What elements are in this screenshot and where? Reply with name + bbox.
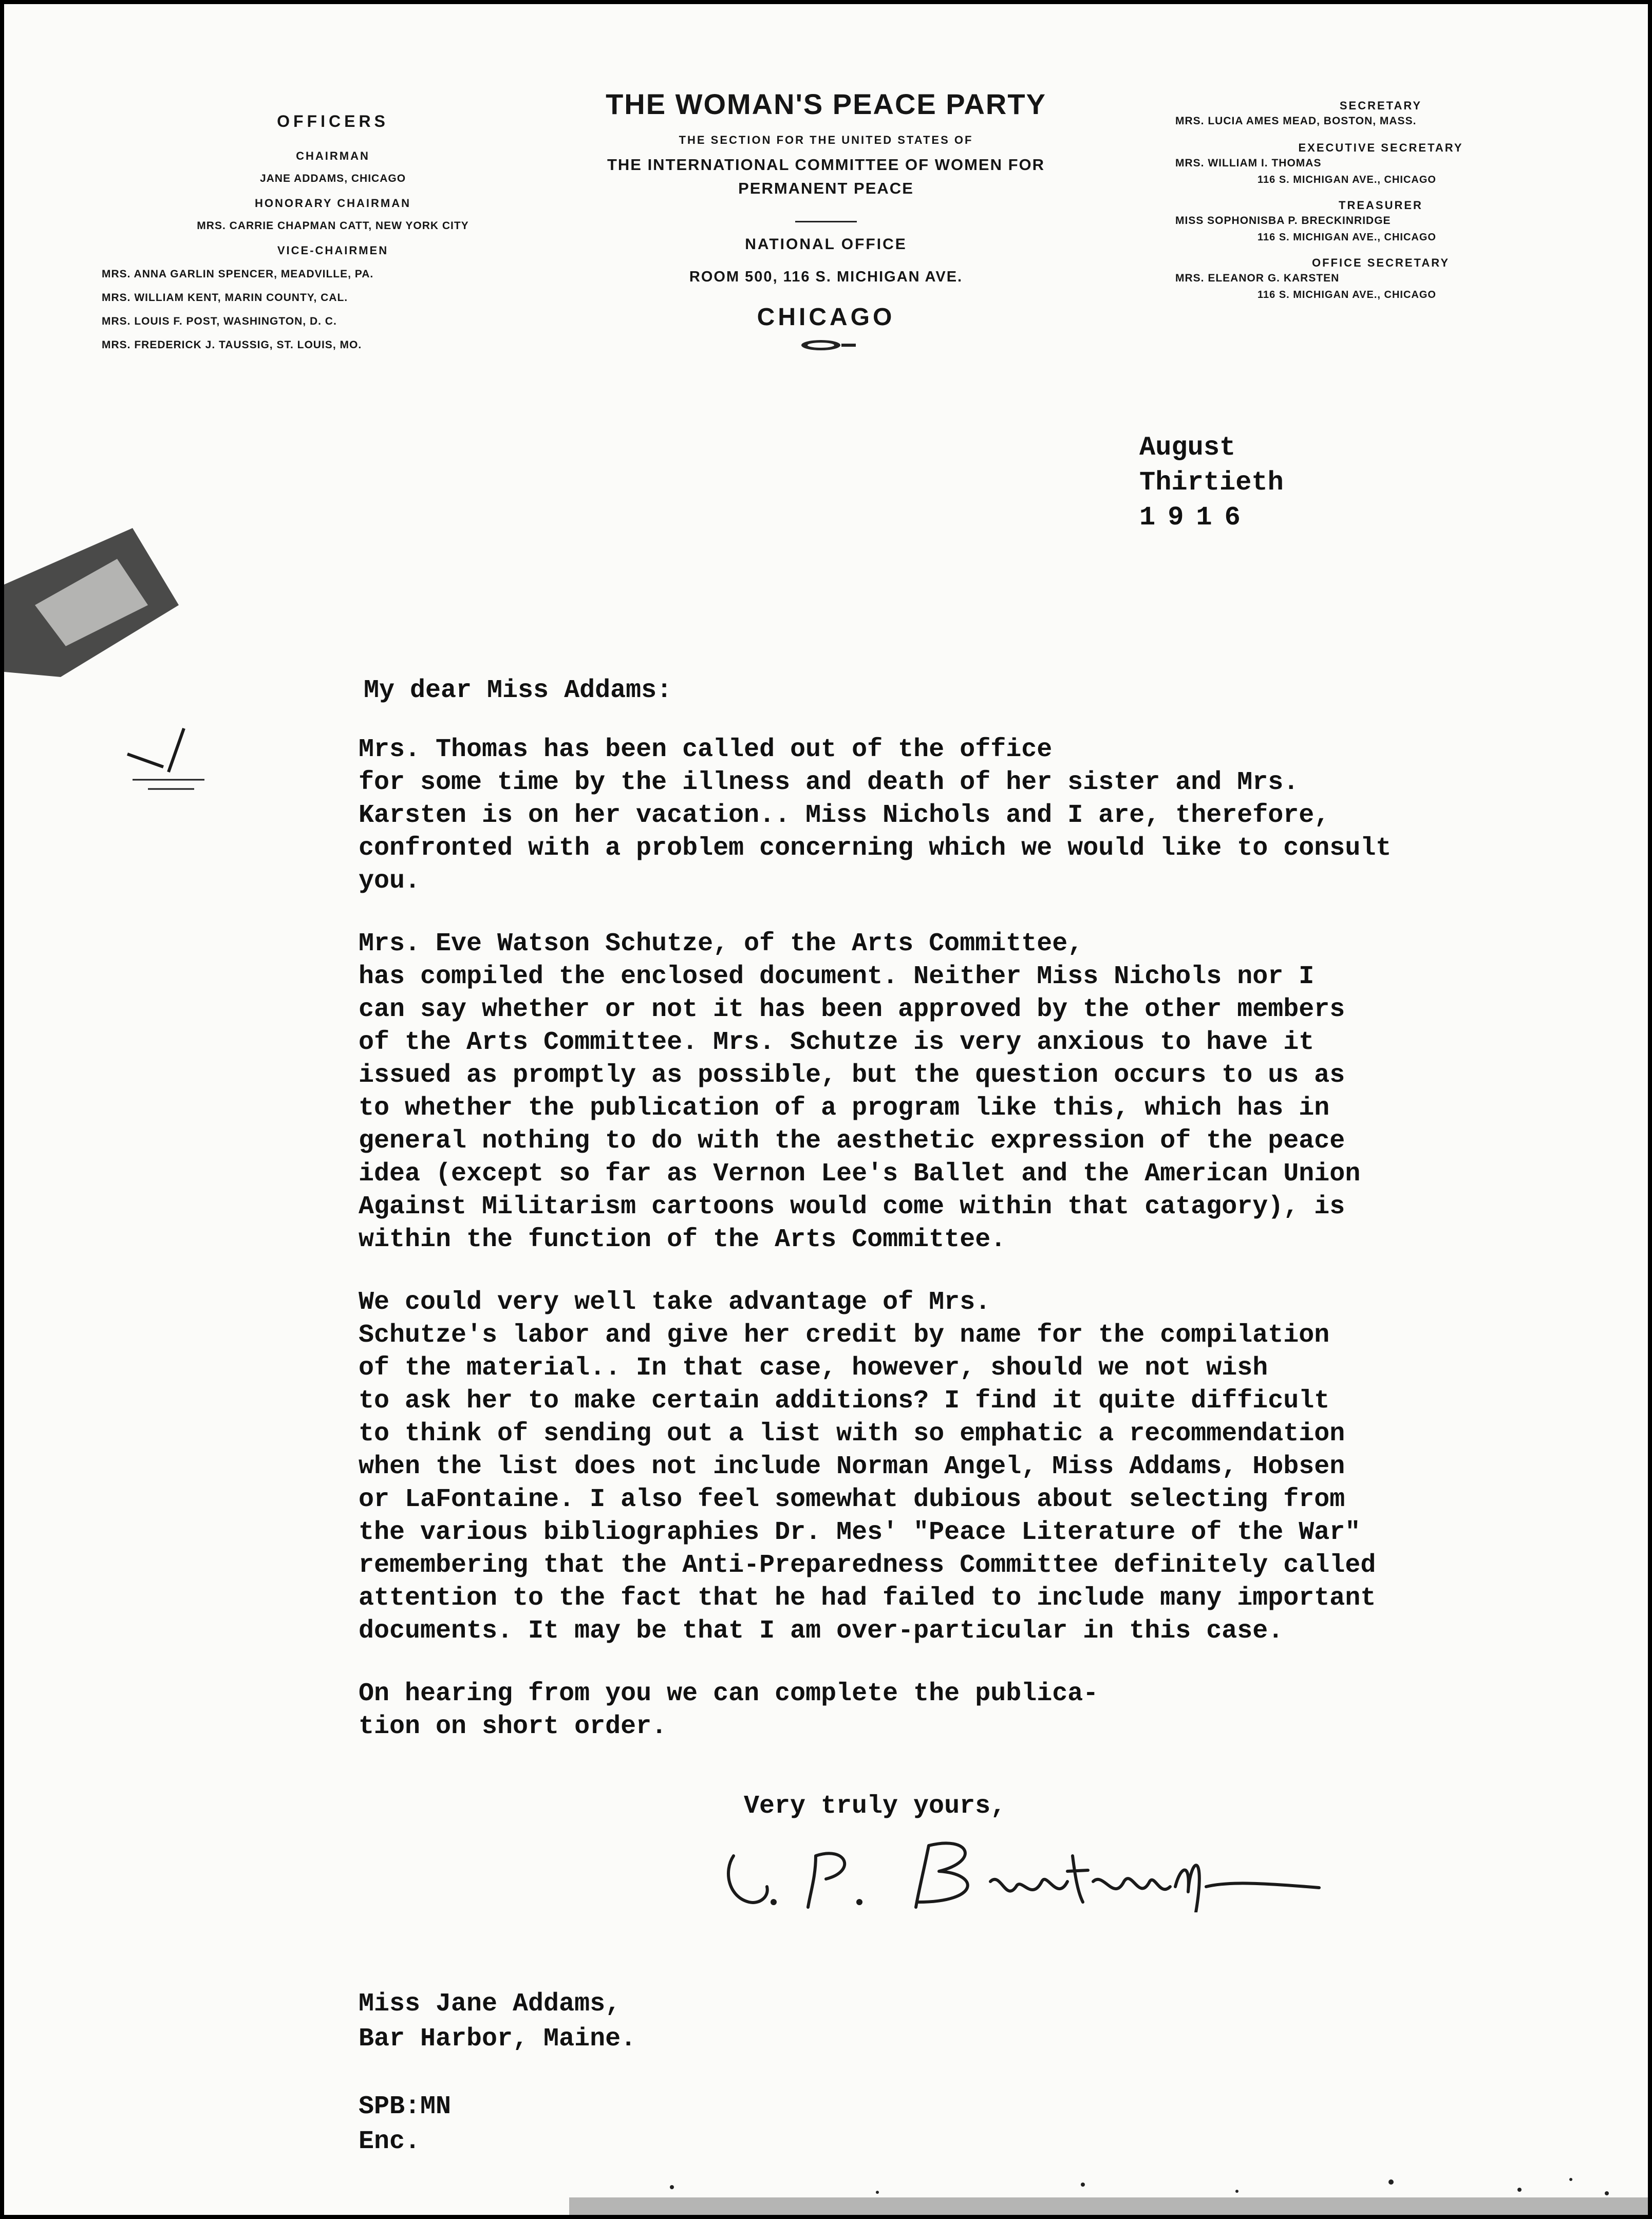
union-label-icon — [793, 339, 859, 352]
scan-smudge — [4, 518, 199, 703]
office-secretary-address: 116 S. MICHIGAN AVE., CHICAGO — [1257, 289, 1436, 300]
date-year: 1916 — [1139, 502, 1253, 533]
office-city: CHICAGO — [757, 304, 895, 331]
date-month: August — [1139, 432, 1236, 463]
letter-body — [359, 734, 1519, 1773]
honorary-chairman-name: MRS. CARRIE CHAPMAN CATT, NEW YORK CITY — [197, 220, 469, 232]
executive-secretary-label: EXECUTIVE SECRETARY — [1298, 141, 1463, 154]
staff-block — [1160, 99, 1602, 303]
chairman-label: CHAIRMAN — [296, 149, 370, 162]
honorary-chairman-label: HONORARY CHAIRMAN — [255, 197, 411, 210]
executive-secretary-address: 116 S. MICHIGAN AVE., CHICAGO — [1257, 174, 1436, 185]
date-day: Thirtieth — [1139, 467, 1284, 498]
executive-secretary-name: MRS. WILLIAM I. THOMAS — [1175, 157, 1322, 169]
secretary-label: SECRETARY — [1339, 99, 1422, 112]
recipient-name: Miss Jane Addams, — [359, 1989, 621, 2019]
vice-chairman: MRS. LOUIS F. POST, WASHINGTON, D. C. — [102, 315, 337, 327]
vice-chairmen-list — [102, 262, 564, 357]
committee-line-1: THE INTERNATIONAL COMMITTEE OF WOMEN FOR — [607, 156, 1045, 174]
recipient-block — [359, 1987, 636, 2057]
office-secretary-name: MRS. ELEANOR G. KARSTEN — [1175, 272, 1340, 284]
officers-heading: OFFICERS — [277, 112, 389, 130]
letter-page — [4, 4, 1648, 2215]
treasurer-name: MISS SOPHONISBA P. BRECKINRIDGE — [1175, 215, 1391, 227]
vice-chairmen-label: VICE-CHAIRMEN — [277, 244, 389, 257]
paragraph: On hearing from you we can complete the publica- tion on short order. — [359, 1679, 1099, 1741]
letterhead-center — [518, 86, 1134, 354]
handwritten-signature — [713, 1825, 1340, 1912]
vice-chairman: MRS. ANNA GARLIN SPENCER, MEADVILLE, PA. — [102, 268, 374, 280]
section-line: THE SECTION FOR THE UNITED STATES OF — [679, 134, 973, 146]
organization-name: THE WOMAN'S PEACE PARTY — [606, 88, 1046, 120]
vice-chairman: MRS. FREDERICK J. TAUSSIG, ST. LOUIS, MO. — [102, 339, 362, 351]
letter-date — [1139, 430, 1284, 535]
secretary-name: MRS. LUCIA AMES MEAD, BOSTON, MASS. — [1175, 115, 1417, 127]
paragraph: We could very well take advantage of Mrs. Schutze's labor and give her credit by name for the compilation of the material.. In that case, however, should we not wish to ask her to make certain additions? I find it quite difficult to think of sending out a list with so emphatic a recommendation when the list does not include Norman Angel, Miss Addams, Hobsen or LaFontaine. I also feel somewhat dubious about selecting from the various bibliographies Dr. Mes' "Peace Literature of the War" remembering that the Anti-Preparedness Committee definitely called attention to the fact that he had failed to include many important documents. It may be that I am over-particular in this case. — [359, 1288, 1376, 1646]
committee-line-2: PERMANENT PEACE — [738, 179, 914, 197]
vice-chairman: MRS. WILLIAM KENT, MARIN COUNTY, CAL. — [102, 292, 348, 304]
scan-specks — [4, 2136, 1648, 2215]
treasurer-address: 116 S. MICHIGAN AVE., CHICAGO — [1257, 232, 1436, 243]
enclosure-note: Enc. — [359, 2127, 421, 2156]
officers-block — [102, 112, 564, 357]
office-address: ROOM 500, 116 S. MICHIGAN AVE. — [689, 269, 963, 285]
salutation: My dear Miss Addams: — [364, 676, 672, 705]
treasurer-label: TREASURER — [1339, 199, 1423, 212]
paragraph: Mrs. Thomas has been called out of the office for some time by the illness and death of her sister and Mrs. Karsten is on her vacation.. Miss Nichols and I are, therefore, confronted with a problem concerning which we would like to consult you. — [359, 735, 1392, 896]
margin-mark — [117, 723, 220, 805]
closing: Very truly yours, — [744, 1792, 1006, 1821]
paragraph: Mrs. Eve Watson Schutze, of the Arts Committee, has compiled the enclosed document. Neither Miss Nichols nor I can say whether or not it has been approved by the other members of the Arts Committee. Mrs. Schutze is very anxious to have it issued as promptly as possible, but the question occurs to us as to whether the publication of a program like this, which has in general nothing to do with the aesthetic expression of the peace idea (except so far as Vernon Lee's Ballet and the American Union Against Militarism cartoons would come within that catagory), is within the function of the Arts Committee. — [359, 929, 1361, 1254]
chairman-name: JANE ADDAMS, CHICAGO — [259, 173, 406, 184]
national-office: NATIONAL OFFICE — [745, 236, 907, 253]
office-secretary-label: OFFICE SECRETARY — [1311, 256, 1450, 269]
reference-initials: SPB:MN — [359, 2092, 452, 2121]
divider — [795, 221, 857, 222]
recipient-city: Bar Harbor, Maine. — [359, 2024, 636, 2054]
